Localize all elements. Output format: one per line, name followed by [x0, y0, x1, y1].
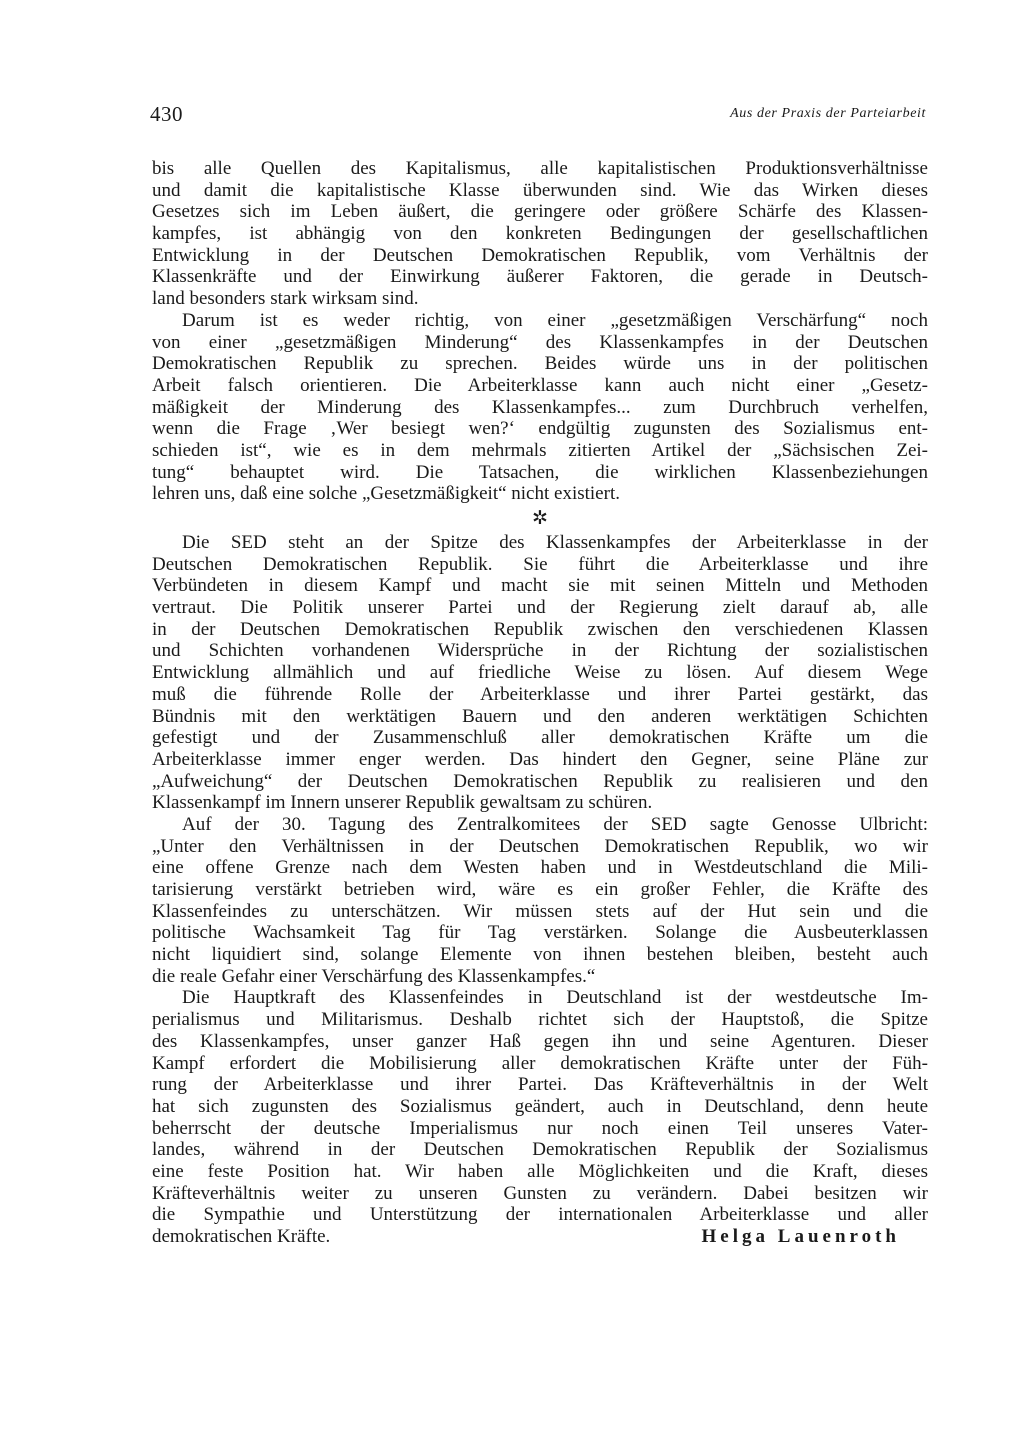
text-line: die Sympathie und Unterstützung der internationalen Arbeiterklasse und aller [152, 1204, 928, 1226]
text-line: beherrscht der deutsche Imperialismus nur noch einen Teil unseres Vater- [152, 1117, 928, 1139]
text-line: Kräfteverhältnis weiter zu unseren Gunsten zu verändern. Dabei besitzen wir [152, 1182, 928, 1204]
text-line: vertraut. Die Politik unserer Partei und der Regierung zielt darauf ab, alle [152, 597, 928, 619]
text-line: mäßigkeit der Minderung des Klassenkampfes... zum Durchbruch verhelfen, [152, 396, 928, 418]
text-line: und damit die kapitalistische Klasse überwunden sind. Wie das Wirken dieses [152, 179, 928, 201]
text-line: kampfes, ist abhängig von den konkreten Bedingungen der gesellschaftlichen [152, 223, 928, 245]
page-number: 430 [150, 102, 183, 126]
text-line: Bündnis mit den werktätigen Bauern und den anderen werktätigen Schichten [152, 705, 928, 727]
text-line: „Aufweichung“ der Deutschen Demokratischen Republik zu realisieren und den [152, 770, 928, 792]
page-header [150, 102, 926, 132]
text-line: nicht liquidiert sind, solange Elemente von ihnen bestehen bleiben, besteht auch [152, 944, 928, 966]
text-line: schieden ist“, wie es in dem mehrmals zitierten Artikel der „Sächsischen Zei- [152, 439, 928, 461]
text-line: eine offene Grenze nach dem Westen haben und in Westdeutschland die Mili- [152, 857, 928, 879]
author-signature: Helga Lauenroth [701, 1226, 900, 1247]
text-line: in der Deutschen Demokratischen Republik zwischen den verschiedenen Klassen [152, 618, 928, 640]
text-line: gefestigt und der Zusammenschluß aller demokratischen Kräfte um die [152, 727, 928, 749]
text-line: Verbündeten in diesem Kampf und macht sie mit seinen Mitteln und Methoden [152, 575, 928, 597]
text-line: Arbeiterklasse immer enger werden. Das hindert den Gegner, seine Pläne zur [152, 748, 928, 770]
text-line: Die SED steht an der Spitze des Klassenkampfes der Arbeiterklasse in der [182, 532, 928, 553]
text-line: Klassenkampf im Innern unserer Republik gewaltsam zu schüren. [152, 792, 653, 814]
running-head: Aus der Praxis der Parteiarbeit [730, 106, 926, 121]
text-line: „Unter den Verhältnissen in der Deutschen Demokratischen Republik, wo wir [152, 835, 928, 857]
text-line: muß die führende Rolle der Arbeiterklasse und ihrer Partei gestärkt, das [152, 683, 928, 705]
text-line: politische Wachsamkeit Tag für Tag verstärken. Solange die Ausbeuterklassen [152, 922, 928, 944]
text-line: tung“ behauptet wird. Die Tatsachen, die wirklichen Klassenbeziehungen [152, 461, 928, 483]
text-line: hat sich zugunsten des Sozialismus geändert, auch in Deutschland, denn heute [152, 1095, 928, 1117]
text-line: Demokratischen Republik zu sprechen. Beides würde uns in der politischen [152, 353, 928, 375]
text-line: Kampf erfordert die Mobilisierung aller demokratischen Kräfte unter der Füh- [152, 1052, 928, 1074]
text-line: Auf der 30. Tagung des Zentralkomitees der SED sagte Genosse Ulbricht: [182, 813, 928, 835]
text-line: tarisierung verstärkt betrieben wird, wäre es ein großer Fehler, die Kräfte des [152, 879, 928, 900]
text-line: perialismus und Militarismus. Deshalb richtet sich der Hauptstoß, die Spitze [152, 1009, 928, 1031]
text-line: Entwicklung in der Deutschen Demokratischen Republik, vom Verhältnis der [152, 244, 928, 266]
section-separator: ✲ [532, 508, 548, 529]
text-line: Klassenkräfte und der Einwirkung äußerer Faktoren, die gerade in Deutsch- [152, 266, 928, 288]
text-line: Gesetzes sich im Leben äußert, die geringere oder größere Schärfe des Klassen- [152, 201, 928, 223]
text-line: bis alle Quellen des Kapitalismus, alle kapitalistischen Produktionsverhältnisse [152, 158, 928, 179]
text-line: Arbeit falsch orientieren. Die Arbeiterklasse kann auch nicht einer „Gesetz- [152, 374, 928, 396]
article-body [152, 158, 928, 1248]
text-line: die reale Gefahr einer Verschärfung des Klassenkampfes.“ [152, 965, 596, 987]
text-line: Darum ist es weder richtig, von einer „gesetzmäßigen Verschärfung“ noch [182, 309, 928, 331]
text-line: und Schichten vorhandenen Widersprüche in der Richtung der sozialistischen [152, 640, 928, 662]
text-line: wenn die Frage ‚Wer besiegt wen?‘ endgültig zugunsten des Sozialismus ent- [152, 418, 928, 440]
text-line: landes, während in der Deutschen Demokratischen Republik der Sozialismus [152, 1139, 928, 1161]
text-line: des Klassenkampfes, unser ganzer Haß gegen ihn und seine Agenturen. Dieser [152, 1030, 928, 1052]
text-line: Deutschen Demokratischen Republik. Sie führt die Arbeiterklasse und ihre [152, 553, 928, 575]
text-line: land besonders stark wirksam sind. [152, 288, 419, 310]
text-line: rung der Arbeiterklasse und ihrer Partei. Das Kräfteverhältnis in der Welt [152, 1074, 928, 1096]
text-line: von einer „gesetzmäßigen Minderung“ des Klassenkampfes in der Deutschen [152, 331, 928, 353]
text-line: Klassenfeindes zu unterschätzen. Wir müssen stets auf der Hut sein und die [152, 900, 928, 922]
closing-line [152, 1226, 928, 1248]
final-text-line: demokratischen Kräfte. [152, 1226, 331, 1247]
text-line: lehren uns, daß eine solche „Gesetzmäßigkeit“ nicht existiert. [152, 483, 620, 505]
text-line: eine feste Position hat. Wir haben alle Möglichkeiten und die Kraft, dieses [152, 1160, 928, 1182]
text-line: Entwicklung allmählich und auf friedliche Weise zu lösen. Auf diesem Wege [152, 662, 928, 684]
text-line: Die Hauptkraft des Klassenfeindes in Deutschland ist der westdeutsche Im- [182, 987, 928, 1009]
